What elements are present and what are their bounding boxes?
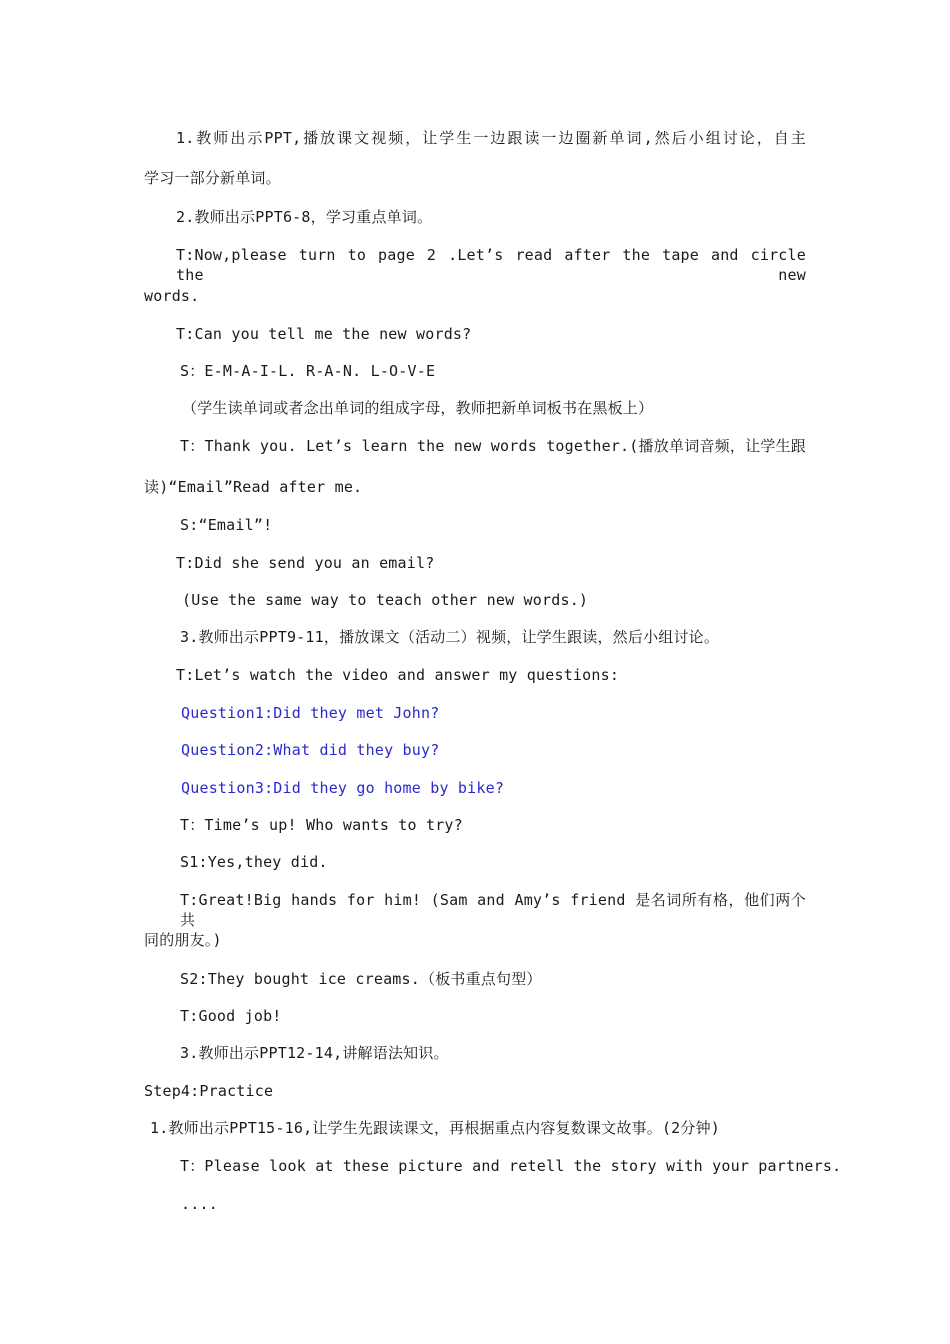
teacher-line-turn-page: T:Now,please turn to page 2 .Let’s read after the tape and circle the new	[176, 246, 806, 284]
question-3: Question3:Did they go home by bike?	[181, 779, 505, 797]
teacher-line-new-words: T:Can you tell me the new words?	[176, 325, 472, 343]
student-line-email: S:“Email”!	[180, 516, 273, 534]
paragraph-grammar: 3.教师出示PPT12-14,讲解语法知识。	[180, 1044, 449, 1062]
paragraph-1-line-2: 学习一部分新单词。	[144, 169, 281, 187]
ellipsis: ....	[181, 1195, 218, 1213]
teacher-line-send-email: T:Did she send you an email?	[176, 554, 435, 572]
step-4-heading: Step4:Practice	[144, 1082, 274, 1100]
note-line-blackboard: （学生读单词或者念出单词的组成字母，教师把新单词板书在黑板上）	[182, 399, 654, 417]
teacher-line-great-cont: 同的朋友。)	[144, 931, 222, 949]
student-line-spelling: S：E-M-A-I-L. R-A-N. L-O-V-E	[180, 362, 436, 380]
teacher-line-thank-you-cont: 读)“Email”Read after me.	[144, 478, 363, 496]
paragraph-1-line-1: 1.教师出示PPT,播放课文视频，让学生一边跟读一边圈新单词,然后小组讨论，自主	[176, 129, 806, 147]
paragraph-3: 3.教师出示PPT9-11，播放课文（活动二）视频，让学生跟读，然后小组讨论。	[180, 628, 720, 646]
teacher-line-great: T:Great!Big hands for him! (Sam and Amy’s friend 是名词所有格，他们两个共	[180, 891, 806, 929]
question-2: Question2:What did they buy?	[181, 741, 440, 759]
student-1-answer: S1:Yes,they did.	[180, 853, 328, 871]
student-2-answer: S2:They bought ice creams.（板书重点句型）	[180, 970, 542, 988]
teacher-line-times-up: T：Time’s up! Who wants to try?	[180, 816, 463, 834]
teacher-line-turn-page-cont: words.	[144, 287, 200, 305]
teacher-line-watch-video: T:Let’s watch the video and answer my questions:	[176, 666, 620, 684]
paragraph-2: 2.教师出示PPT6-8，学习重点单词。	[176, 208, 433, 226]
question-1: Question1:Did they met John?	[181, 704, 440, 722]
teacher-line-good-job: T:Good job!	[180, 1007, 282, 1025]
note-line-same-way: (Use the same way to teach other new words.)	[182, 591, 589, 609]
teacher-line-thank-you: T：Thank you. Let’s learn the new words together.(播放单词音频，让学生跟	[180, 437, 806, 455]
teacher-line-retell: T：Please look at these picture and retell the story with your partners.	[180, 1157, 842, 1175]
practice-item-1: 1.教师出示PPT15-16,让学生先跟读课文，再根据重点内容复数课文故事。(2分钟)	[150, 1119, 721, 1137]
